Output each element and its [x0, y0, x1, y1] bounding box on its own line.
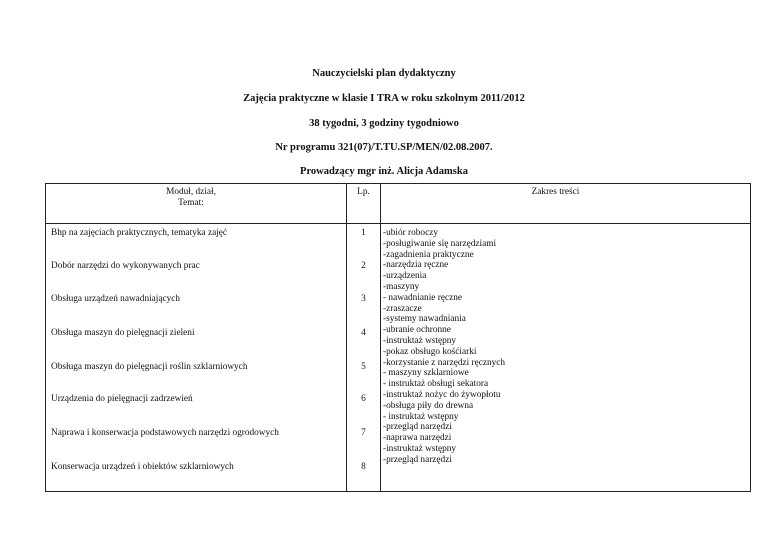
topic-title: Obsługa maszyn do pielęgnacji roślin szklarniowych	[51, 362, 248, 372]
zakres-item: -pokaz obsługo kośćiarki	[383, 346, 477, 357]
zakres-item: -instruktaż wstępny	[383, 443, 457, 454]
topic-number: 2	[361, 261, 366, 271]
zakres-item: -przegląd narzędzi	[383, 454, 452, 465]
topic-number: 3	[361, 294, 366, 304]
zakres-item: -zagadnienia praktyczne	[383, 249, 474, 260]
topic-number: 8	[361, 462, 366, 472]
zakres-item: -przegląd narzędzi	[383, 422, 452, 433]
zakres-item: -ubranie ochronne	[383, 325, 451, 336]
topic-title: Obsługa maszyn do pielęgnacji zieleni	[51, 328, 195, 338]
teacher-line: Prowadzący mgr inż. Alicja Adamska	[300, 166, 468, 177]
topic-title: Dobór narzędzi do wykonywanych prac	[51, 261, 200, 271]
lp-cell	[347, 224, 381, 492]
topic-title: Naprawa i konserwacja podstawowych narzędzi ogrodowych	[51, 428, 279, 438]
zakres-item: - nawadnianie ręczne	[383, 292, 462, 303]
zakres-item: -zraszacze	[383, 303, 422, 314]
zakres-item: - maszyny szklarniowe	[383, 368, 469, 379]
topic-number: 5	[361, 362, 366, 372]
document-title: Nauczycielski plan dydaktyczny	[312, 68, 456, 79]
plan-table	[45, 183, 751, 492]
zakres-cell	[381, 224, 751, 492]
subject-line: Zajęcia praktyczne w klasie I TRA w roku szkolnym 2011/2012	[243, 93, 525, 104]
topic-number: 7	[361, 428, 366, 438]
header-module	[46, 184, 347, 224]
header-module-line1: Moduł, dział,	[166, 187, 216, 197]
zakres-item: -posługiwanie się narzędziami	[383, 238, 497, 249]
zakres-item: -narzędzia ręczne	[383, 260, 449, 271]
zakres-item: - instruktaż obsługi sekatora	[383, 379, 489, 390]
zakres-item: -urządzenia	[383, 271, 427, 282]
table-header-row	[46, 184, 751, 224]
topic-number: 4	[361, 328, 366, 338]
hours-line: 38 tygodni, 3 godziny tygodniowo	[309, 118, 459, 129]
header-zakres: Zakres treści	[381, 184, 751, 224]
lp-list	[347, 228, 380, 491]
zakres-item: -instruktaż wstępny	[383, 335, 457, 346]
program-number-line: Nr programu 321(07)/T.TU.SP/MEN/02.08.2007.	[275, 142, 493, 153]
header-lp: Lp.	[347, 184, 381, 224]
topic-list	[46, 228, 346, 491]
zakres-item: -instruktaż nożyc do żywopłotu	[383, 389, 501, 400]
topic-title: Obsługa urządzeń nawadniających	[51, 294, 181, 304]
zakres-item: - instruktaż wstępny	[383, 411, 459, 422]
header-module-line2: Temat:	[178, 197, 204, 208]
zakres-item: -maszyny	[383, 281, 420, 292]
topic-title: Urządzenia do pielęgnacji zadrzewień	[51, 394, 193, 404]
topic-number: 1	[361, 228, 366, 238]
topics-cell	[46, 224, 347, 492]
zakres-item: -systemy nawadniania	[383, 314, 466, 325]
zakres-item: -naprawa narzędzi	[383, 433, 452, 444]
table-body-row	[46, 224, 751, 492]
topic-title: Bhp na zajęciach praktycznych, tematyka zajęć	[51, 228, 228, 238]
zakres-item: -ubiór roboczy	[383, 228, 438, 238]
topic-number: 6	[361, 394, 366, 404]
zakres-list	[381, 228, 750, 466]
zakres-item: -obsługa piły do drewna	[383, 400, 474, 411]
topic-title: Konserwacja urządzeń i obiektów szklarniowych	[51, 462, 234, 472]
zakres-item: -korzystanie z narzędzi ręcznych	[383, 357, 506, 368]
